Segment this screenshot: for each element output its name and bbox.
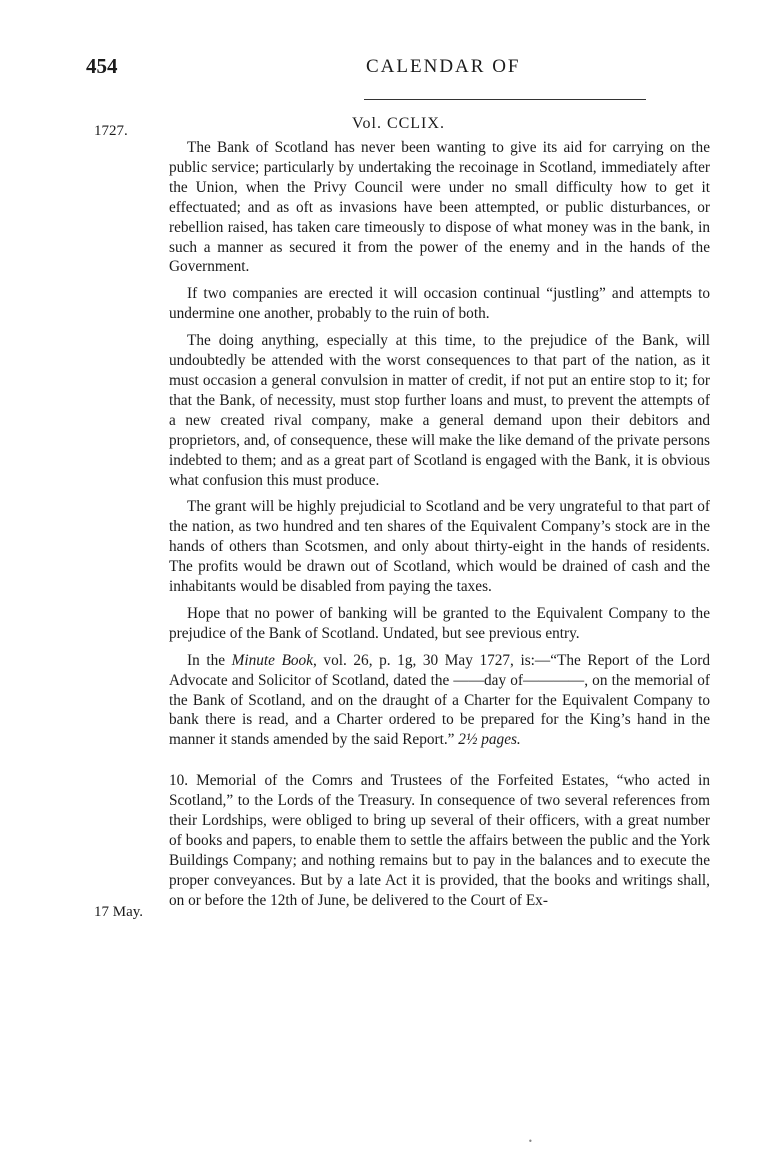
page-number: 454 [86, 54, 118, 78]
minute-text: , vol. 26, p. 1g, 30 May 1727, is:—“The Report of the Lord Advocate and Solicitor of Scotland, dated the ——day of————, on the memorial of the Bank of Scotland, and on the draught of a Charter for the Equivalent Company to bank there is read, and a Charter ordered to be prepared for the King’s hand in the manner it stands amended by the said Report.” [169, 651, 710, 749]
volume-heading: Vol. CCLIX. [352, 115, 445, 132]
margin-year: 1727. [94, 123, 128, 139]
page-header [86, 54, 706, 94]
paragraph-grant: The grant will be highly prejudicial to Scotland and be very ungrateful to that part of the nation, as two hundred and ten shares of the Equivalent Company’s stock are in the hands of others than Scotsmen, and only about thirty-eight in the hands of residents. The profits would be drawn out of Scotland, which would be drained of cash and the inhabitants would be disabled from paying the taxes. [169, 498, 710, 596]
minute-pages: 2½ pages. [458, 731, 521, 749]
paragraph-prejudice: The doing anything, especially at this time, to the prejudice of the Bank, will undoubtedly be attended with the worst consequences to that part of the nation, as it must occasion a general convulsion in matter of credit, if not put an entire stop to it; for that the Bank, of necessity, must stop further loans and must, to prevent the attempts of a new created rival company, make a general demand upon their debitors and proprietors, and, of consequence, these will make the like demand of the private persons indebted to them; and as a great part of Scotland is engaged with the Bank, it is obvious what confusion this must produce. [169, 332, 710, 489]
header-rule [364, 99, 646, 100]
margin-entry-date: 17 May. [94, 904, 144, 920]
body-text [169, 138, 710, 918]
page-dot: • [528, 1137, 533, 1146]
paragraph-hope: Hope that no power of banking will be granted to the Equivalent Company to the prejudice of the Bank of Scotland. Undated, but see previous entry. [169, 604, 710, 642]
paragraph-bank-service: The Bank of Scotland has never been wanting to give its aid for carrying on the public service; particularly by undertaking the recoinage in Scotland, immediately after the Union, when the Privy Council were under no small difficulty how to get it effectuated; and as oft as invasions have been attempted, or public disturbances, or rebellion raised, has taken care timeously to dispose of what money was in the bank, in such a manner as secured it from the power of the enemy and in the hands of the Government. [169, 139, 710, 276]
entry-memorial: 10. Memorial of the Comrs and Trustees of the Forfeited Estates, “who acted in Scotland,” to the Lords of the Treasury. In consequence of two several references from their Lordships, were obliged to bring up several of their officers, with a great number of books and papers, to enable them to settle the affairs between the public and the York Buildings Company; and nothing remains but to pay in the balances and to execute the proper conveyances. But by a late Act it is provided, that the books and writings shall, on or before the 12th of June, be delivered to the Court of Ex- [169, 772, 710, 909]
minute-prefix: In the [187, 651, 232, 669]
paragraph-minute-book [169, 651, 710, 751]
paragraph-two-companies: If two companies are erected it will occasion continual “justling” and attempts to undermine one another, probably to the ruin of both. [169, 285, 710, 323]
entry-spacer [169, 757, 710, 771]
running-title: CALENDAR OF [366, 56, 521, 77]
minute-book-title: Minute Book [231, 651, 313, 669]
